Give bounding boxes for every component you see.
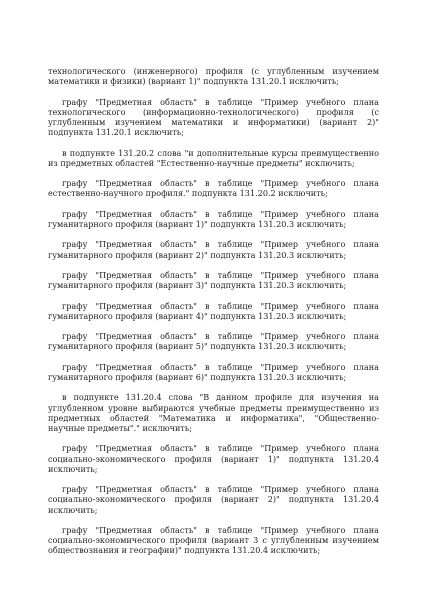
paragraph: графу "Предметная область" в таблице "Пример учебного плана гуманитарного профиля (вариант 1)" подпункта 131.20.3 исключить;: [48, 208, 379, 229]
document-body: [48, 66, 379, 566]
paragraph: графу "Предметная область" в таблице "Пример учебного плана гуманитарного профиля (вариант 6)" подпункта 131.20.3 исключить;: [48, 361, 379, 382]
paragraph: графу "Предметная область" в таблице "Пример учебного плана социально-экономического профиля (вариант 3 с углубленным изучением обществознания и географии)" подпункта 131.20.4 исключить;: [48, 524, 379, 556]
paragraph: графу "Предметная область" в таблице "Пример учебного плана естественно-научного профиля." подпункта 131.20.2 исключить;: [48, 178, 379, 199]
paragraph: графу "Предметная область" в таблице "Пример учебного плана социально-экономического профиля (вариант 2)" подпункта 131.20.4 исключить;: [48, 484, 379, 515]
paragraph: графу "Предметная область" в таблице "Пример учебного плана гуманитарного профиля (вариант 3)" подпункта 131.20.3 исключить;: [48, 269, 379, 291]
paragraph: графу "Предметная область" в таблице "Пример учебного плана гуманитарного профиля (вариант 5)" подпункта 131.20.3 исключить;: [48, 331, 379, 352]
paragraph: графу "Предметная область" в таблице "Пример учебного плана гуманитарного профиля (вариант 4)" подпункта 131.20.3 исключить;: [48, 300, 379, 321]
paragraph: технологического (инженерного) профиля (с углубленным изучением математики и физики) (вариант 1)" подпункта 131.20.1 исключить;: [48, 66, 379, 87]
paragraph: графу "Предметная область" в таблице "Пример учебного плана социально-экономического профиля (вариант 1)" подпункта 131.20.4 исключить;: [48, 443, 379, 474]
paragraph: графу "Предметная область" в таблице "Пример учебного плана технологического (информационно-технологического) профиля (с углубленным изучением математики и информатики) (вариант 2)" подпункта 131.20.1 исключить;: [48, 96, 379, 138]
paragraph: графу "Предметная область" в таблице "Пример учебного плана гуманитарного профиля (вариант 2)" подпункта 131.20.3 исключить;: [48, 239, 379, 260]
paragraph: в подпункте 131.20.2 слова "и дополнительные курсы преимущественно из предметных областей "Естественно-научные предметы" исключить;: [48, 147, 379, 168]
paragraph: в подпункте 131.20.4 слова "В данном профиле для изучения на углубленном уровне выбираются учебные предметы преимущественно из предметных областей "Математика и информатика", "Общественно-научные предметы"." исключить;: [48, 392, 379, 433]
